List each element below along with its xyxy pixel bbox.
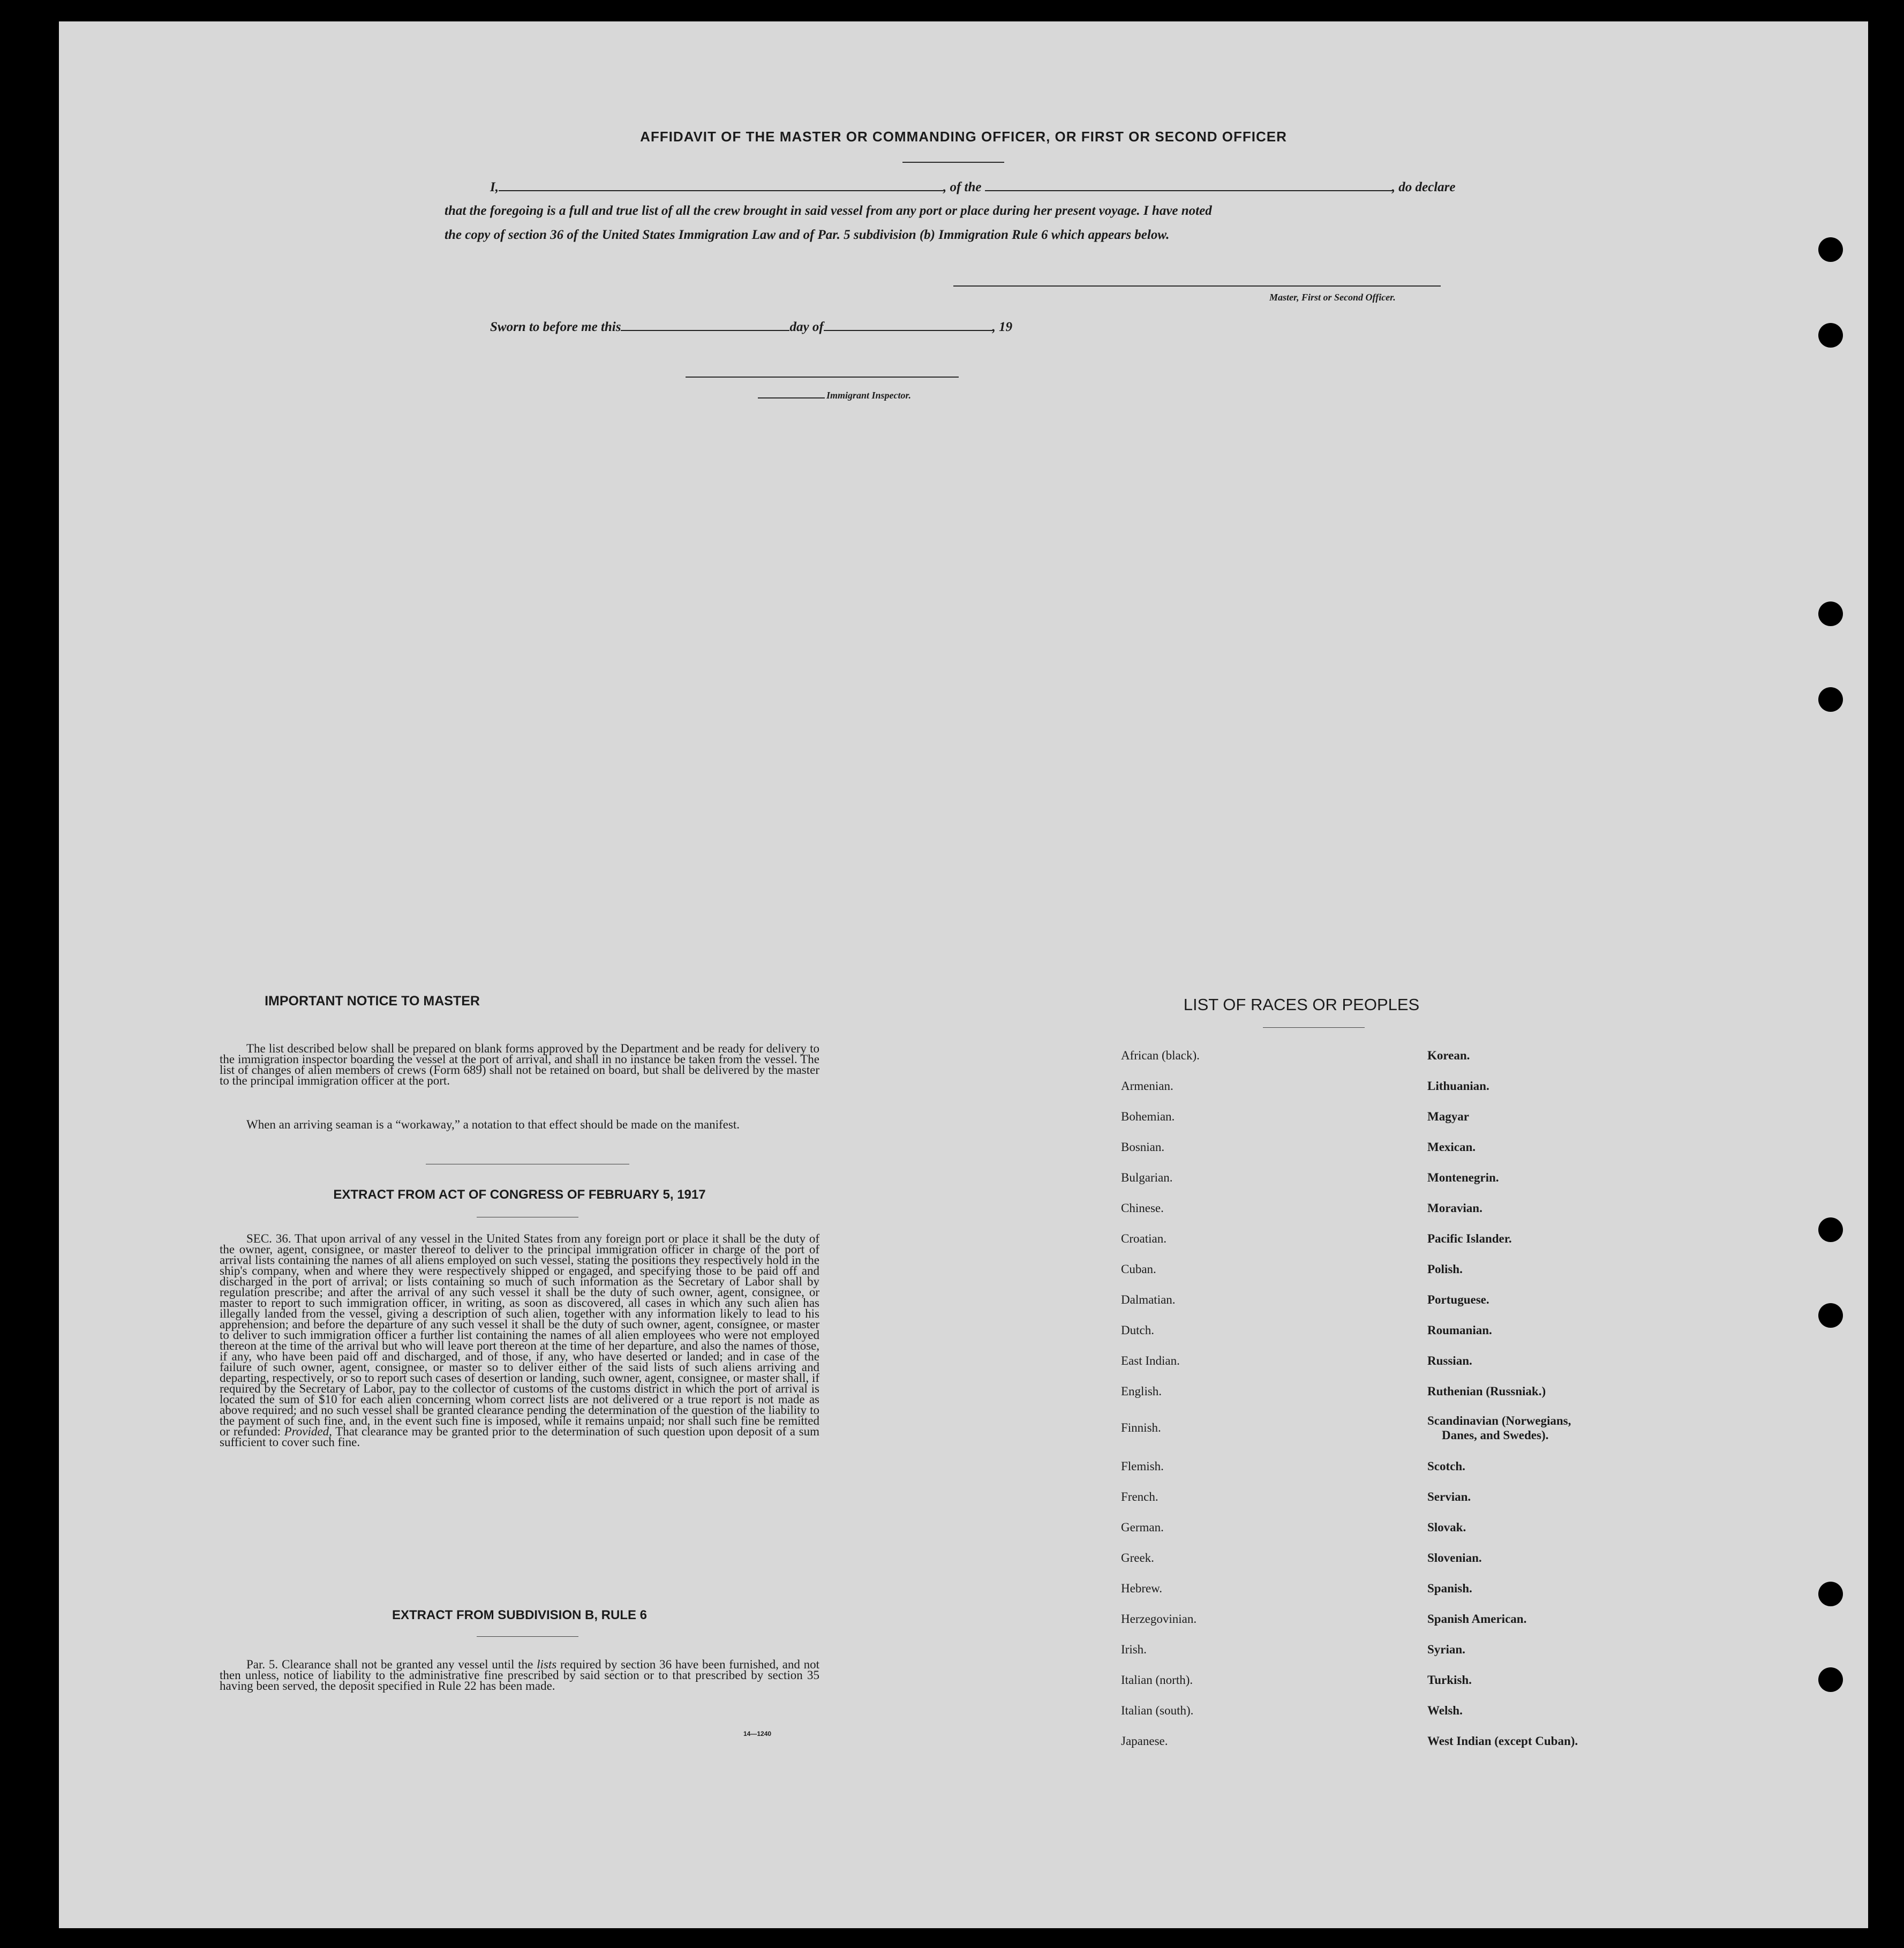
rule-6-rest: required by section 36 have been furnished, and not then unless, notice of liability to the administrative fine prescribed by said section or to that prescribed by section 35 having been served, the deposit specified in Rule 22 has been made. <box>220 1658 820 1693</box>
race-item: Danes, and Swedes). <box>1442 1428 1549 1442</box>
extract-rule-title: EXTRACT FROM SUBDIVISION B, RULE 6 <box>392 1608 648 1622</box>
race-item: Bulgarian. <box>1121 1171 1173 1184</box>
race-item: German. <box>1121 1521 1164 1534</box>
punch-hole <box>1818 601 1843 626</box>
race-item: Moravian. <box>1427 1201 1482 1215</box>
race-item: Italian (south). <box>1121 1704 1194 1717</box>
lists-word: lists <box>537 1658 557 1671</box>
day-of-label: day of <box>789 320 824 334</box>
notice-paragraph-2: When an arriving seaman is a “workaway,” a notation to that effect should be made on the manifest. <box>246 1118 740 1131</box>
race-item: Mexican. <box>1427 1140 1476 1154</box>
race-item: Ruthenian (Russniak.) <box>1427 1385 1546 1398</box>
race-item: Servian. <box>1427 1490 1471 1503</box>
rule-6-body: Par. 5. Clearance shall not be granted any vessel until the <box>246 1658 533 1671</box>
race-item: Lithuanian. <box>1427 1079 1489 1093</box>
race-item: Syrian. <box>1427 1643 1465 1656</box>
race-item: West Indian (except Cuban). <box>1427 1734 1578 1748</box>
punch-hole <box>1818 237 1843 262</box>
section-36-proviso: That clearance may be granted prior to the determination of such question upon deposit of a sum sufficient to cover such fine. <box>220 1425 820 1449</box>
affidavit-line-2: that the foregoing is a full and true list of all the crew brought in said vessel from any port or place during her present voyage. I have noted <box>445 204 1212 218</box>
race-item: Turkish. <box>1427 1673 1472 1687</box>
race-item: Magyar <box>1427 1110 1469 1123</box>
race-item: English. <box>1121 1385 1162 1398</box>
affidavit-i-label: I, <box>490 180 499 194</box>
punch-hole <box>1818 1303 1843 1328</box>
inspector-signature-line[interactable] <box>686 377 959 378</box>
race-item: Bosnian. <box>1121 1140 1165 1154</box>
section-36-body: SEC. 36. That upon arrival of any vessel in the United States from any foreign port or place it shall be the duty of the owner, agent, consignee, or master thereof to deliver to the principal immigration officer in charge of the port of arrival lists containing the names of all aliens employed on such vessel, stating the positions they respectively hold in the ship's company, when and where they were respectively shipped or engaged, and specifying those to be paid off and discharged in the port of arrival; or lists containing so much of such information as the Secretary of Labor shall by regulation prescribe; and after the arrival of any such vessel it shall be the duty of such owner, agent, consignee, or master to report to such immigration officer, in writing, as soon as discovered, all cases in which any such alien has illegally landed from the vessel, giving a description of such alien, together with any information likely to lead to his apprehension; and before the departure of any such vessel it shall be the duty of such owner, agent, consignee, or master to deliver to such immigration officer a further list containing the names of all alien employees who were not employed thereon at the time of the arrival but who will leave port thereon at the time of her departure, and also the names of those, if any, who have been paid off and discharged, and of those, if any, who have deserted or landed; and in case of the failure of such owner, agent, consignee, or master so to deliver either of the said lists of such aliens arriving and departing, respectively, or so to report such cases of desertion or landing, such owner, agent, consignee, or master shall, if required by the Secretary of Labor, pay to the collector of customs of the customs district in which the port of arrival is located the sum of $10 for each alien concerning whom correct lists are not delivered or a true report is not made as above required; and no such vessel shall be granted clearance pending the determination of the question of the liability to the payment of such fine, and, in the event such fine is imposed, while it remains unpaid; nor shall such fine be remitted or refunded: <box>220 1232 819 1438</box>
race-item: African (black). <box>1121 1049 1200 1062</box>
race-item: Polish. <box>1427 1262 1463 1276</box>
race-item: Greek. <box>1121 1551 1154 1565</box>
race-item: Spanish American. <box>1427 1612 1527 1626</box>
race-item: East Indian. <box>1121 1354 1180 1367</box>
sworn-day-blank[interactable] <box>621 319 789 331</box>
divider <box>1263 1027 1365 1028</box>
race-item: Welsh. <box>1427 1704 1463 1717</box>
punch-hole <box>1818 323 1843 348</box>
race-item: Montenegrin. <box>1427 1171 1499 1184</box>
race-item: Portuguese. <box>1427 1293 1489 1306</box>
race-item: Scandinavian (Norwegians, <box>1427 1414 1571 1427</box>
race-item: Chinese. <box>1121 1201 1164 1215</box>
race-item: Russian. <box>1427 1354 1472 1367</box>
punch-hole <box>1818 1217 1843 1242</box>
punch-hole <box>1818 1667 1843 1692</box>
punch-hole <box>1818 687 1843 712</box>
race-item: Japanese. <box>1121 1734 1168 1748</box>
affidavit-of-the-label: , of the <box>943 180 982 194</box>
sworn-line <box>490 319 1012 335</box>
affidavit-line-3: the copy of section 36 of the United States Immigration Law and of Par. 5 subdivision (b) Immigration Rule 6 which appears below. <box>445 228 1170 242</box>
race-item: Scotch. <box>1427 1460 1465 1473</box>
race-item: Slovenian. <box>1427 1551 1482 1565</box>
race-item: Cuban. <box>1121 1262 1156 1276</box>
inspector-label: Immigrant Inspector. <box>826 390 912 401</box>
provided-word: Provided, <box>284 1425 332 1438</box>
race-item: Armenian. <box>1121 1079 1173 1093</box>
race-item: Irish. <box>1121 1643 1147 1656</box>
race-item: Finnish. <box>1121 1421 1161 1434</box>
divider <box>477 1636 578 1637</box>
punch-hole <box>1818 1582 1843 1606</box>
affidavit-line-1 <box>490 179 1455 195</box>
race-item: Dutch. <box>1121 1323 1154 1337</box>
affidavit-declare-label: , do declare <box>1391 180 1456 194</box>
race-item: Italian (north). <box>1121 1673 1193 1687</box>
affidavit-title: AFFIDAVIT OF THE MASTER OR COMMANDING OFFICER, OR FIRST OR SECOND OFFICER <box>640 129 1287 145</box>
extract-act-title: EXTRACT FROM ACT OF CONGRESS OF FEBRUARY 5, 1917 <box>333 1187 706 1202</box>
race-item: Spanish. <box>1427 1582 1472 1595</box>
document-page <box>59 21 1868 1928</box>
name-blank[interactable] <box>499 179 943 191</box>
race-item: Flemish. <box>1121 1460 1164 1473</box>
notice-paragraph-1: The list described below shall be prepared on blank forms approved by the Department and be ready for delivery to the immigration inspector boarding the vessel at the port of arrival, and shall in no instance be taken from the vessel. The list of changes of alien members of crews (Form 689) shall not be retained on board, but shall be delivered by the master to the principal immigration officer at the port. <box>220 1042 819 1087</box>
rule-6-text <box>220 1659 819 1691</box>
sworn-label: Sworn to before me this <box>490 320 621 334</box>
form-number: 14—1240 <box>743 1730 772 1738</box>
race-item: Korean. <box>1427 1049 1470 1062</box>
race-item: French. <box>1121 1490 1158 1503</box>
master-label: Master, First or Second Officer. <box>1269 292 1396 303</box>
divider <box>902 162 1004 163</box>
inspector-short-line <box>758 397 825 398</box>
race-item: Croatian. <box>1121 1232 1167 1245</box>
year-label: , 19 <box>992 320 1013 334</box>
master-signature-line[interactable] <box>953 285 1441 287</box>
race-item: Roumanian. <box>1427 1323 1492 1337</box>
race-item: Slovak. <box>1427 1521 1466 1534</box>
vessel-blank[interactable] <box>985 179 1392 191</box>
race-item: Dalmatian. <box>1121 1293 1176 1306</box>
race-item: Bohemian. <box>1121 1110 1175 1123</box>
race-item: Pacific Islander. <box>1427 1232 1512 1245</box>
race-item: Hebrew. <box>1121 1582 1163 1595</box>
sworn-month-blank[interactable] <box>824 319 992 331</box>
race-item: Herzegovinian. <box>1121 1612 1197 1626</box>
section-36-text <box>220 1234 819 1448</box>
notice-title: IMPORTANT NOTICE TO MASTER <box>265 994 480 1009</box>
races-title: LIST OF RACES OR PEOPLES <box>1183 995 1420 1014</box>
